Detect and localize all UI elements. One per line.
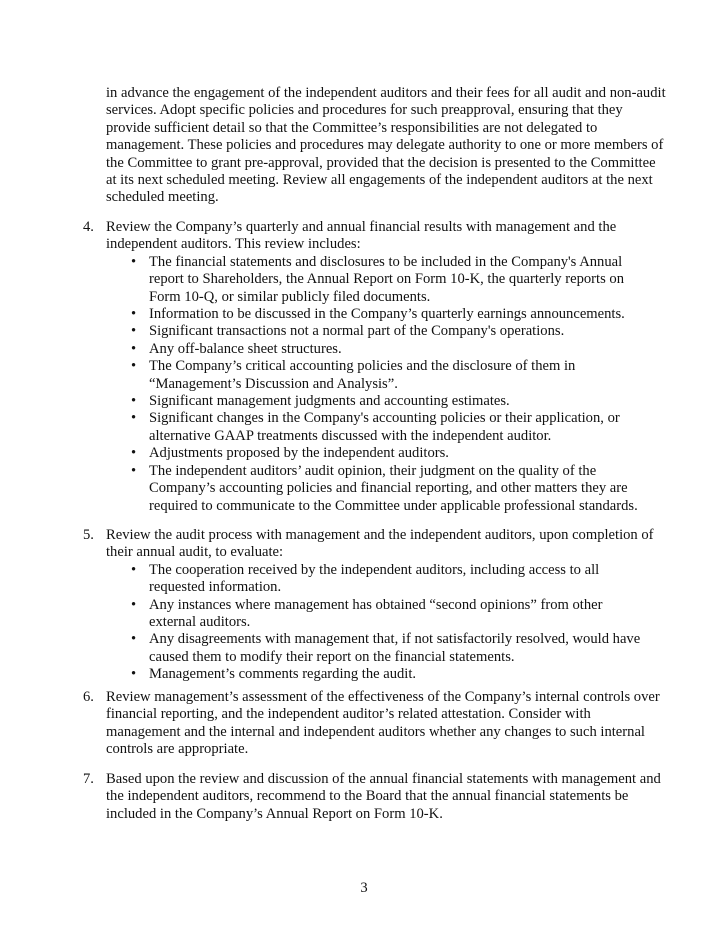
list-item-5 [83,527,673,684]
bullet-item: • Significant changes in the Company's accounting policies or their application, or alternative GAAP treatments discussed with the independent auditor. [131,410,620,444]
item-number: 7. [83,771,94,787]
bullet-icon: • [131,631,137,648]
bullet-item: • The financial statements and disclosures to be included in the Company's Annual report to Shareholders, the Annual Report on Form 10-K, the quarterly reports on Form 10-Q, or similar publicly filed documents. [131,253,625,305]
bullet-list [129,562,645,684]
item-number: 6. [83,689,94,705]
bullet-item: • Information to be discussed in the Company’s quarterly earnings announcements. [131,306,625,323]
bullet-icon: • [131,306,137,323]
bullet-item: • Adjustments proposed by the independent auditors. [131,445,449,462]
bullet-item: • The cooperation received by the independent auditors, including access to all requested information. [131,561,600,596]
bullet-item: • Any disagreements with management that, if not satisfactorily resolved, would have caused them to modify their report on the financial statements. [131,631,641,665]
bullet-icon: • [131,596,137,613]
bullet-icon: • [131,462,137,479]
bullet-item: • Any off-balance sheet structures. [131,340,342,357]
bullet-icon: • [131,323,137,340]
bullet-icon: • [131,253,137,270]
page-number: 3 [360,880,368,896]
item-number: 4. [83,219,94,235]
item-text: Review the Company’s quarterly and annual financial results with management and the independent auditors. This review includes: [106,219,617,253]
bullet-icon: • [131,393,137,410]
bullet-item: • The independent auditors’ audit opinion, their judgment on the quality of the Company’s accounting policies and financial reporting, and other matters they are required to communicate to the Committee under applicable professional standards. [131,462,638,514]
bullet-icon: • [131,561,137,578]
continuation-paragraph: in advance the engagement of the independent auditors and their fees for all audit and non-audit services. Adopt specific policies and procedures for such preapproval, ensuring that they provide sufficient detail so that the Committee’s responsibilities are not delegated to management. These policies and procedures may delegate authority to one or more members of the Committee to grant pre-approval, provided that the decision is presented to the Committee at its next scheduled meeting. Review all engagements of the independent auditors at the next scheduled meeting. [106,85,666,206]
bullet-item: • The Company’s critical accounting policies and the disclosure of them in “Management’s Discussion and Analysis”. [131,358,576,392]
bullet-item: • Any instances where management has obtained “second opinions” from other external auditors. [131,596,603,631]
list-item-6 [83,689,673,759]
bullet-list [129,254,645,515]
bullet-icon: • [131,666,137,683]
item-text: Review management’s assessment of the effectiveness of the Company’s internal controls over financial reporting, and the independent auditor’s related attestation. Consider with management and the internal and independent auditors whether any changes to such internal controls are appropriate. [106,689,660,758]
item-number: 5. [83,527,94,543]
item-text: Review the audit process with management and the independent auditors, upon completion of their annual audit, to evaluate: [106,527,654,561]
bullet-icon: • [131,358,137,375]
item-text: Based upon the review and discussion of the annual financial statements with management and the independent auditors, recommend to the Board that the annual financial statements be included in the Company’s Annual Report on Form 10-K. [106,771,661,822]
bullet-icon: • [131,340,137,357]
list-item-4 [83,219,673,515]
list-item-7 [83,771,673,823]
bullet-item: • Significant management judgments and accounting estimates. [131,393,510,410]
bullet-icon: • [131,445,137,462]
bullet-icon: • [131,410,137,427]
bullet-item: • Significant transactions not a normal part of the Company's operations. [131,323,565,340]
bullet-item: • Management’s comments regarding the audit. [131,666,417,683]
